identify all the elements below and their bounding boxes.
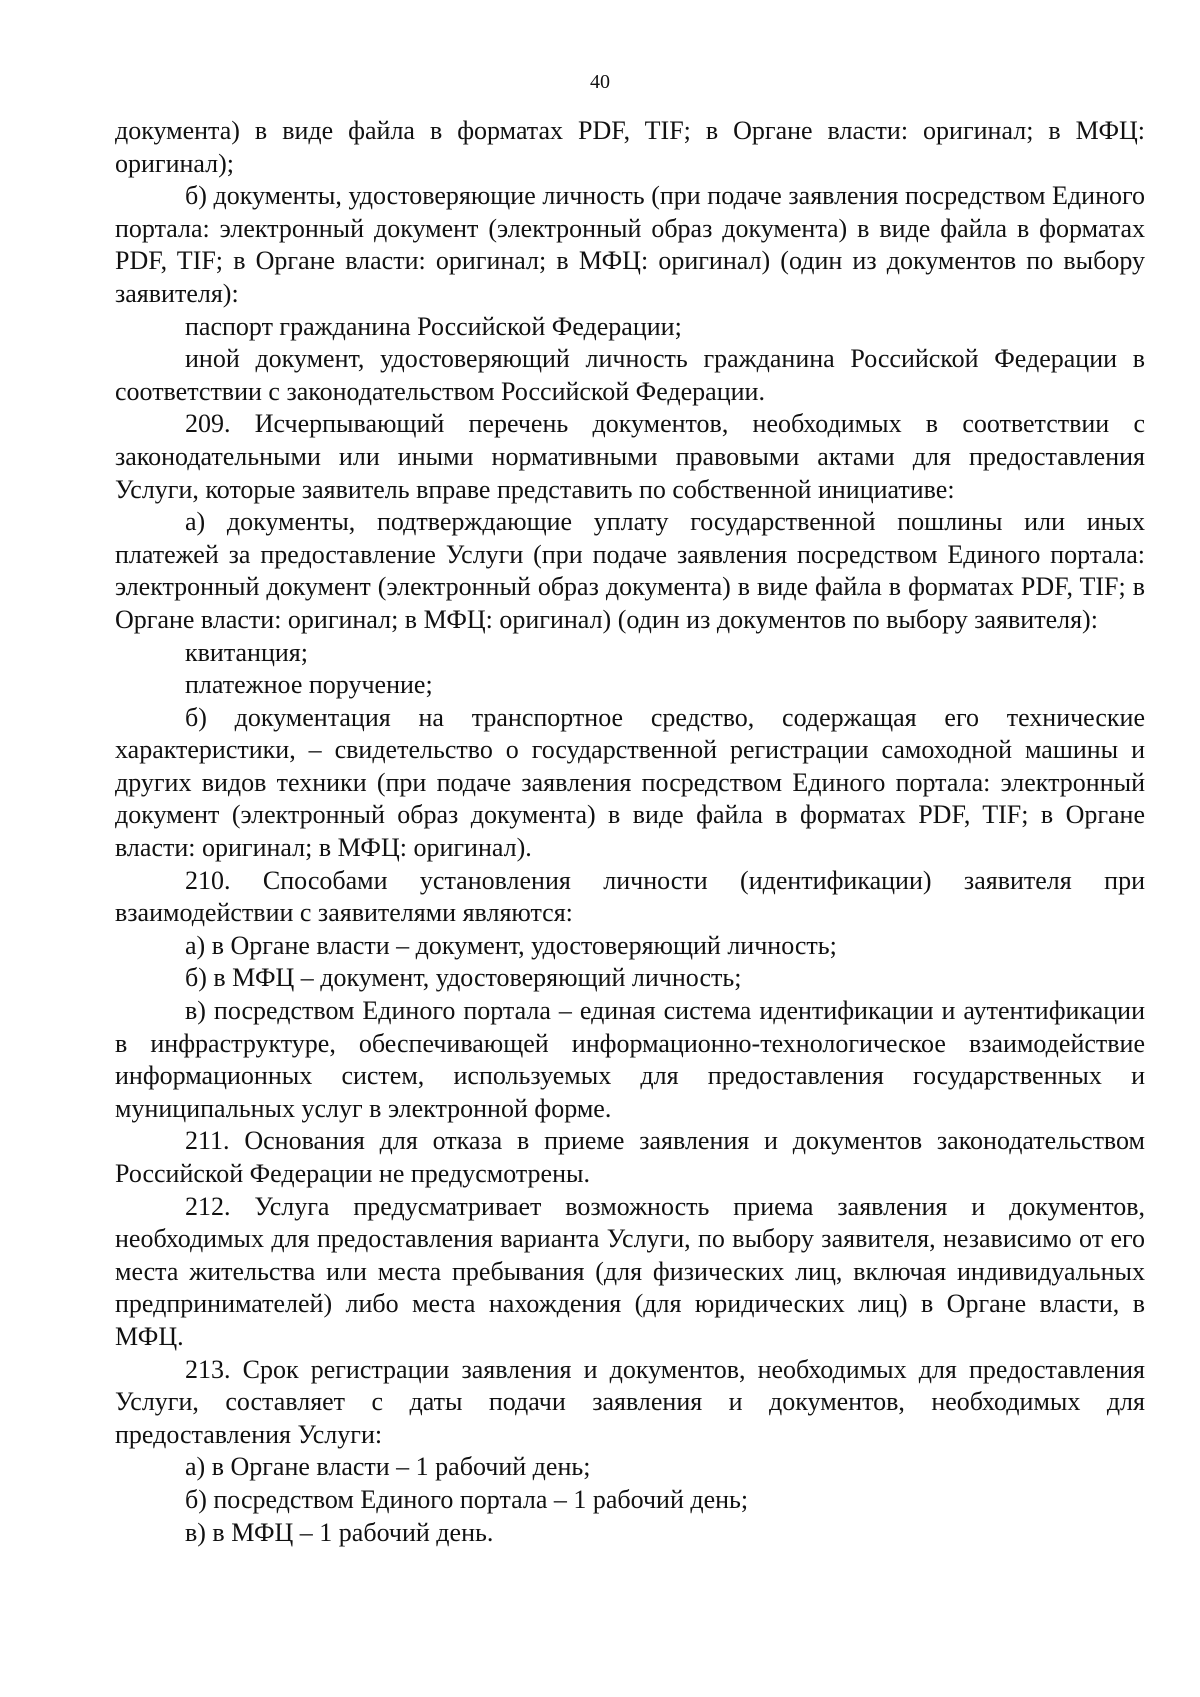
paragraph-212: 212. Услуга предусматривает возможность приема заявления и документов, необходимых для предоставления варианта Услуги, по выбору заявителя, независимо от его места жительства или места пребывания (для физических лиц, включая индивидуальных предпринимателей) либо места нахождения (для юридических лиц) в Органе власти, в МФЦ. bbox=[115, 1191, 1145, 1351]
list-item-passport: паспорт гражданина Российской Федерации; bbox=[185, 311, 682, 341]
list-item-payment-order: платежное поручение; bbox=[185, 670, 433, 700]
paragraph-213-a: а) в Органе власти – 1 рабочий день; bbox=[185, 1452, 591, 1482]
paragraph-other-identity-document: иной документ, удостоверяющий личность гражданина Российской Федерации в соответствии с законодательством Российской Федерации. bbox=[115, 344, 1145, 406]
paragraph-210-b: б) в МФЦ – документ, удостоверяющий личность; bbox=[185, 963, 742, 993]
list-item-receipt: квитанция; bbox=[185, 637, 308, 667]
paragraph-210-a: а) в Органе власти – документ, удостоверяющий личность; bbox=[185, 930, 837, 960]
paragraph-211: 211. Основания для отказа в приеме заявления и документов законодательством Российской Федерации не предусмотрены. bbox=[115, 1126, 1145, 1188]
paragraph-210: 210. Способами установления личности (идентификации) заявителя при взаимодействии с заявителями являются: bbox=[115, 865, 1145, 928]
paragraph-continuation: документа) в виде файла в форматах PDF, TIF; в Органе власти: оригинал; в МФЦ: оригинал); bbox=[115, 116, 1145, 178]
paragraph-213-v: в) в МФЦ – 1 рабочий день. bbox=[185, 1517, 494, 1547]
paragraph-213: 213. Срок регистрации заявления и документов, необходимых для предоставления Услуги, составляет с даты подачи заявления и документов, необходимых для предоставления Услуги: bbox=[115, 1354, 1145, 1449]
page-number: 40 bbox=[590, 71, 610, 93]
paragraph-209-a: а) документы, подтверждающие уплату государственной пошлины или иных платежей за предоставление Услуги (при подаче заявления посредством Единого портала: электронный документ (электронный образ документа) в виде файла в форматах PDF, TIF; в Органе власти: оригинал; в МФЦ: оригинал) (один из документов по выбору заявителя): bbox=[115, 507, 1145, 634]
paragraph-209-b: б) документация на транспортное средство, содержащая его технические характеристики, – свидетельство о государственной регистрации самоходной машины и других видов техники (при подаче заявления посредством Единого портала: электронный документ (электронный образ документа) в виде файла в форматах PDF, TIF; в Органе власти: оригинал; в МФЦ: оригинал). bbox=[115, 702, 1145, 863]
paragraph-identity-documents: б) документы, удостоверяющие личность (при подаче заявления посредством Единого портала: электронный документ (электронный образ документа) в виде файла в форматах PDF, TIF; в Органе власти: оригинал; в МФЦ: оригинал) (один из документов по выбору заявителя): bbox=[115, 181, 1145, 308]
paragraph-209: 209. Исчерпывающий перечень документов, необходимых в соответствии с законодательными или иными нормативными правовыми актами для предоставления Услуги, которые заявитель вправе представить по собственной инициативе: bbox=[115, 409, 1145, 504]
paragraph-210-v: в) посредством Единого портала – единая система идентификации и аутентификации в инфраструктуре, обеспечивающей информационно-технологическое взаимодействие информационных систем, используемых для предоставления государственных и муниципальных услуг в электронной форме. bbox=[115, 996, 1145, 1123]
document-body bbox=[115, 115, 1145, 1549]
paragraph-213-b: б) посредством Единого портала – 1 рабочий день; bbox=[185, 1484, 749, 1514]
